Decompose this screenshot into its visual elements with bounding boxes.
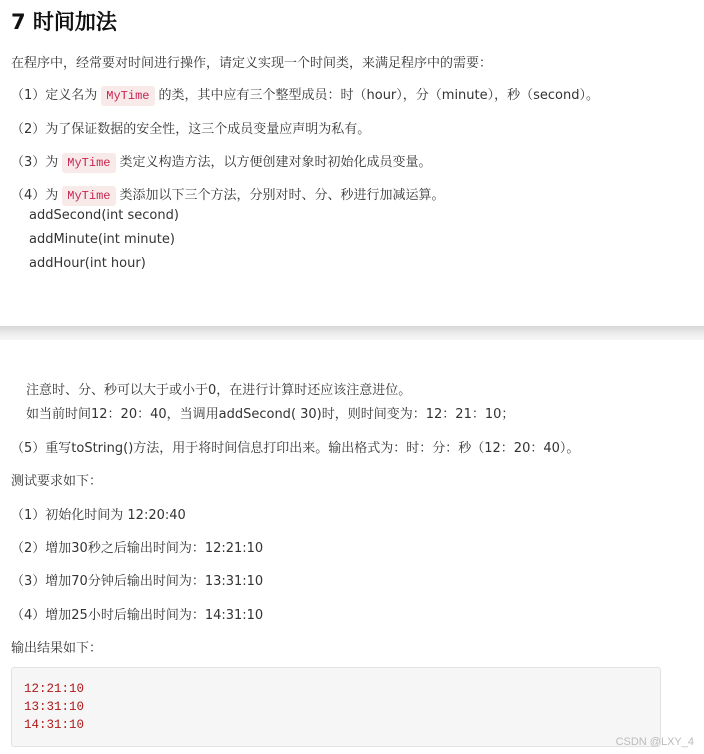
inline-code-mytime: MyTime [62,153,115,173]
requirement-3 [11,151,432,170]
inline-code-mytime: MyTime [101,86,154,106]
test-item-4: （4）增加25小时后输出时间为：14:31:10 [11,608,264,623]
test-heading: 测试要求如下： [11,474,103,489]
test-item-2: （2）增加30秒之后输出时间为：12:21:10 [11,541,264,556]
intro-text: 在程序中，经常要对时间进行操作，请定义实现一个时间类，来满足程序中的需要： [11,56,493,71]
document-section-bottom [0,340,704,754]
output-code-block [11,667,661,747]
note-example: 如当前时间12：20：40，当调用addSecond( 30)时，则时间变为：12：21：10； [26,407,515,422]
method-add-minute: addMinute(int minute) [29,232,175,247]
method-add-hour: addHour(int hour) [29,256,146,271]
requirement-1-post: 的类，其中应有三个整型成员：时（hour），分（minute），秒（second）。 [158,88,599,103]
test-item-1: （1）初始化时间为 12:20:40 [11,508,186,523]
output-line-1: 12:21:10 [24,682,85,696]
output-line-3: 14:31:10 [24,718,85,732]
method-add-second: addSecond(int second) [29,208,179,223]
output-heading: 输出结果如下： [11,641,103,656]
requirement-4-post: 类添加以下三个方法，分别对时、分、秒进行加减运算。 [119,188,445,203]
requirement-4 [11,184,445,203]
requirement-3-post: 类定义构造方法，以方便创建对象时初始化成员变量。 [119,155,432,170]
requirement-1-pre: （1）定义名为 [11,88,98,103]
test-item-3: （3）增加70分钟后输出时间为：13:31:10 [11,574,264,589]
page-break-divider [0,326,704,340]
page-title: 7 时间加法 [11,10,117,34]
note-carry: 注意时、分、秒可以大于或小于0，在进行计算时还应该注意进位。 [26,383,412,398]
csdn-watermark: CSDN @LXY_4 [615,736,694,748]
document-section-top [0,0,704,326]
requirement-1 [11,84,599,103]
inline-code-mytime: MyTime [62,186,115,206]
requirement-5: （5）重写toString()方法，用于将时间信息打印出来。输出格式为：时：分：秒（12：20：40）。 [11,441,580,456]
requirement-3-pre: （3）为 [11,155,59,170]
output-line-2: 13:31:10 [24,700,85,714]
requirement-2: （2）为了保证数据的安全性，这三个成员变量应声明为私有。 [11,122,371,137]
requirement-4-pre: （4）为 [11,188,59,203]
